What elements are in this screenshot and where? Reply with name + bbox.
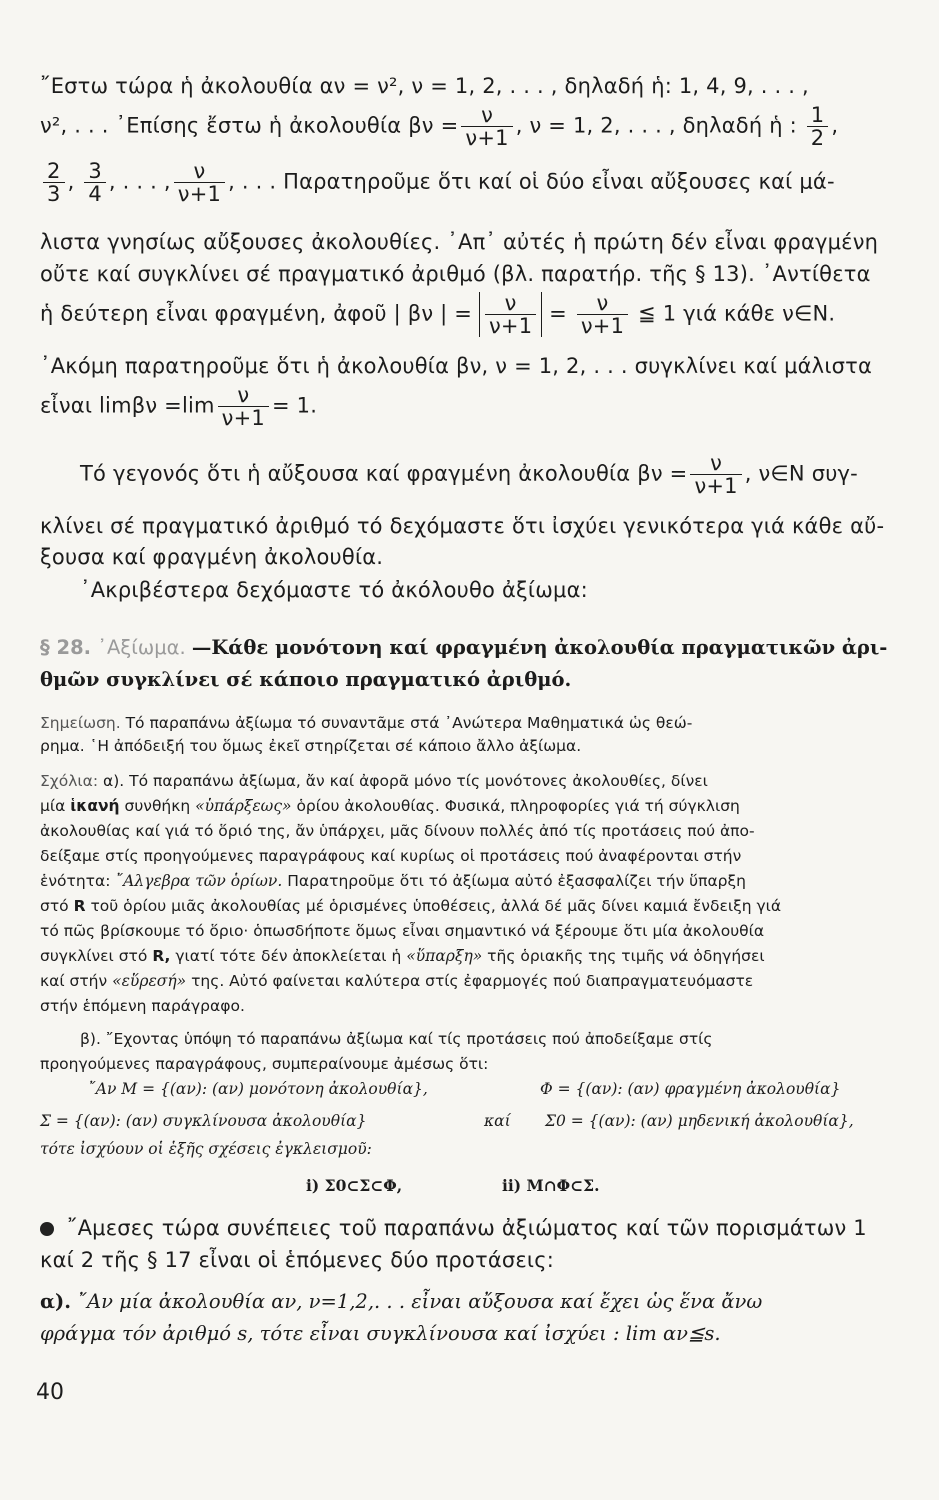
section-number: § 28. xyxy=(40,636,92,659)
comment-a-line-10: στήν ἑπόμενη παράγραφο. xyxy=(40,997,245,1015)
text-line-2a: ν², . . . ᾽Επίσης ἔστω ἡ ἀκολουθία βν = xyxy=(40,113,459,138)
consequence-line-2: καί 2 τῆς § 17 εἶναι οἱ ἑπόμενες δύο προτάσεις: xyxy=(40,1248,555,1272)
text-line-8b: = 1. xyxy=(271,393,318,418)
text-line-9a: Τό γεγονός ὅτι ἡ αὔξουσα καί φραγμένη ἀκολουθία βν = xyxy=(80,461,688,486)
fraction-limit: $\frac{\nu}{\nu+1}$ xyxy=(218,384,269,429)
text-line-2: ν², . . . ᾽Επίσης ἔστω ἡ ἀκολουθία βν = $\frac{\nu}{\nu+1}$ , ν = 1, 2, . . . , δηλαδή ἡ : $\frac{1}{2}$ , xyxy=(40,103,839,151)
text-line-5: οὔτε καί συγκλίνει σέ πραγματικό ἀριθμό (βλ. παρατήρ. τῆς § 13). ᾽Αντίθετα xyxy=(40,262,871,286)
text-line-8a: εἶναι limβν =lim xyxy=(40,393,215,418)
text-line-11: ξουσα καί φραγμένη ἀκολουθία. xyxy=(40,545,384,569)
comment-a-line-6: στό R τοῦ ὁρίου μιᾶς ἀκολουθίας μέ ὁρισμένες ὑποθέσεις, ἀλλά δέ μᾶς δίνει καμιά ἔνδειξη γιά xyxy=(40,897,782,915)
comment-a-line-3: ἀκολουθίας καί γιά τό ὅριό της, ἄν ὑπάρχει, μᾶς δίνουν πολλές ἀπό τίς προτάσεις πού ἀπο- xyxy=(40,822,755,840)
fraction-one-half: $\frac{1}{2}$ xyxy=(807,104,829,149)
consequence-line-3: α). ῎Αν μία ἀκολουθία αν, ν=1,2,. . . εἶναι αὔξουσα καί ἔχει ὡς ἕνα ἄνω xyxy=(40,1290,763,1313)
text-line-6: ἡ δεύτερη εἶναι φραγμένη, ἀφοῦ | βν | = $\frac{\nu}{\nu+1}$ = $\frac{\nu}{\nu+1}$ ≦ 1 γιά κάθε ν∈N. xyxy=(40,291,836,339)
axiom-text-2: θμῶν συγκλίνει σέ κάποιο πραγματικό ἀριθμό. xyxy=(40,668,572,691)
comment-b-line-4c: Σ0 = {(αν): (αν) μηδενική ἀκολουθία}, xyxy=(545,1112,854,1130)
note-line-2: ρημα. ῾Η ἀπόδειξή του ὅμως ἐκεῖ στηρίζεται σέ κάποιο ἄλλο ἀξίωμα. xyxy=(40,737,582,755)
text-line-6a: ἡ δεύτερη εἶναι φραγμένη, ἀφοῦ | βν | = xyxy=(40,301,473,326)
comment-a-line-4: δείξαμε στίς προηγούμενες παραγράφους καί κυρίως οἱ προτάσεις πού ἀναφέρονται στήν xyxy=(40,847,742,865)
comment-a-line-7: τό πῶς βρίσκουμε τό ὅριο· ὁπωσδήποτε ὅμως εἶναι σημαντικό νά ξέρουμε ὅτι μία ἀκολουθία xyxy=(40,922,765,940)
note-label: Σημείωση. xyxy=(40,714,121,732)
text-line-8 xyxy=(40,384,899,429)
comment-a-line-8: συγκλίνει στό R, γιατί τότε δέν ἀποκλείεται ἡ «ὕπαρξη» τῆς ὁριακῆς της τιμῆς νά ὁδηγήσει xyxy=(40,947,765,965)
text-line-6b: ≦ 1 γιά κάθε ν∈N. xyxy=(638,301,836,326)
text-line-4: λιστα γνησίως αὔξουσες ἀκολουθίες. ᾽Απ᾽ αὐτές ἡ πρώτη δέν εἶναι φραγμένη xyxy=(40,230,879,254)
text-line-3b: , . . . Παρατηροῦμε ὅτι καί οἱ δύο εἶναι αὔξουσες καί μά- xyxy=(228,169,835,194)
axiom-line-1 xyxy=(40,636,899,659)
fraction-nu-over-nu-plus-1: $\frac{\nu}{\nu+1}$ xyxy=(461,104,512,149)
axiom-label: ᾽Αξίωμα. xyxy=(97,636,186,659)
inclusion-relation-i: i) Σ0⊂Σ⊂Φ, xyxy=(306,1176,403,1195)
comments-label: Σχόλια: xyxy=(40,772,99,790)
fraction-nu-over-nu-plus-1-b: $\frac{\nu}{\nu+1}$ xyxy=(174,160,225,205)
fraction-three-quarters: $\frac{3}{4}$ xyxy=(84,160,106,205)
comment-b-line-3b: Φ = {(αν): (αν) φραγμένη ἀκολουθία} xyxy=(540,1080,841,1098)
fraction-nu-over-nu-plus-1-c: $\frac{\nu}{\nu+1}$ xyxy=(577,292,628,337)
comment-a-line-2: μία ἱκανή συνθήκη «ὑπάρξεως» ὁρίου ἀκολουθίας. Φυσικά, πληροφορίες γιά τή σύγκλιση xyxy=(40,797,740,815)
comment-a-line-1: Σχόλια: α). Τό παραπάνω ἀξίωμα, ἄν καί ἀφορᾶ μόνο τίς μονότονες ἀκολουθίες, δίνει xyxy=(40,772,708,790)
text-line-1: ῎Εστω τώρα ἡ ἀκολουθία αν = ν², ν = 1, 2, . . . , δηλαδή ἡ: 1, 4, 9, . . . , xyxy=(40,74,809,98)
comment-b-line-1: β). ῎Εχοντας ὑπόψη τό παραπάνω ἀξίωμα καί τίς προτάσεις πού ἀποδείξαμε στίς xyxy=(80,1030,713,1048)
comment-b-line-5: τότε ἰσχύουν οἱ ἑξῆς σχέσεις ἐγκλεισμοῦ: xyxy=(40,1140,372,1158)
fraction-two-thirds: $\frac{2}{3}$ xyxy=(43,160,65,205)
note-line-1 xyxy=(40,714,899,732)
text-line-9 xyxy=(80,452,899,497)
axiom-text-1: —Κάθε μονότονη καί φραγμένη ἀκολουθία πραγματικῶν ἀρι- xyxy=(191,636,888,659)
comment-b-line-4b: καί xyxy=(484,1112,511,1130)
inclusion-relation-ii: ii) M∩Φ⊂Σ. xyxy=(502,1176,600,1195)
note-text-1: Τό παραπάνω ἀξίωμα τό συναντᾶμε στά ᾽Ανώτερα Μαθηματικά ὡς θεώ- xyxy=(125,714,693,732)
comment-b-line-2: προηγούμενες παραγράφους, συμπεραίνουμε ἀμέσως ὅτι: xyxy=(40,1055,489,1073)
page-number: 40 xyxy=(36,1380,64,1405)
text-line-3: $\frac{2}{3}$ , $\frac{3}{4}$ , . . . , $\frac{\nu}{\nu+1}$ , . . . Παρατηροῦμε ὅτι καί οἱ δύο εἶναι αὔξουσες καί μά- xyxy=(40,160,899,205)
absolute-value: $\frac{\nu}{\nu+1}$ xyxy=(479,292,542,337)
comment-a-line-9: καί στήν «εὕρεσή» της. Αὐτό φαίνεται καλύτερα στίς ἐφαρμογές πού διαπραγματευόμαστε xyxy=(40,972,754,990)
comment-b-line-4a: Σ = {(αν): (αν) συγκλίνουσα ἀκολουθία} xyxy=(40,1112,367,1130)
consequence-line-4: φράγμα τόν ἀριθμό s, τότε εἶναι συγκλίνουσα καί ἰσχύει : lim αν≦s. xyxy=(40,1322,721,1345)
bullet-icon xyxy=(40,1222,54,1236)
text-line-2b: , ν = 1, 2, . . . , δηλαδή ἡ : xyxy=(515,113,797,138)
text-line-9b: , ν∈N συγ- xyxy=(744,461,858,486)
text-line-12: ᾽Ακριβέστερα δεχόμαστε τό ἀκόλουθο ἀξίωμα: xyxy=(80,578,588,602)
text-line-10: κλίνει σέ πραγματικό ἀριθμό τό δεχόμαστε ὅτι ἰσχύει γενικότερα γιά κάθε αὔ- xyxy=(40,514,885,538)
text-line-7: ᾽Ακόμη παρατηροῦμε ὅτι ἡ ἀκολουθία βν, ν = 1, 2, . . . συγκλίνει καί μάλιστα xyxy=(40,354,873,378)
comment-b-line-3a: ῎Αν M = {(αν): (αν) μονότονη ἀκολουθία}, xyxy=(88,1080,428,1098)
comment-a-line-5: ἑνότητα: ῎Αλγεβρα τῶν ὁρίων. Παρατηροῦμε ὅτι τό ἀξίωμα αὐτό ἐξασφαλίζει τήν ὕπαρξη xyxy=(40,872,746,890)
fraction-beta: $\frac{\nu}{\nu+1}$ xyxy=(690,452,741,497)
consequence-line-1: ῎Αμεσες τώρα συνέπειες τοῦ παραπάνω ἀξιώματος καί τῶν πορισμάτων 1 xyxy=(40,1216,899,1240)
